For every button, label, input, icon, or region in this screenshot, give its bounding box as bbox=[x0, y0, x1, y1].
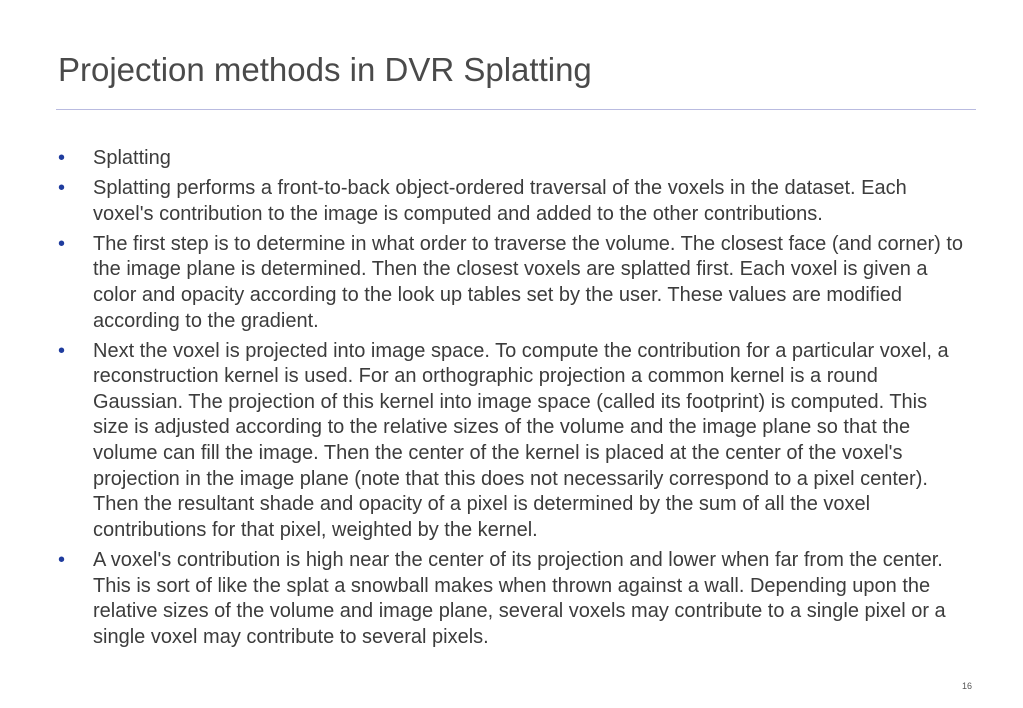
bullet-icon: • bbox=[58, 548, 66, 571]
bullet-icon: • bbox=[58, 147, 66, 169]
title-divider bbox=[56, 109, 976, 110]
bullet-list bbox=[58, 146, 968, 655]
bullet-icon: • bbox=[58, 177, 66, 200]
page-title: Projection methods in DVR Splatting bbox=[58, 51, 592, 88]
bullet-text: Splatting performs a front-to-back object-ordered traversal of the voxels in the dataset. Each voxel's contribution to the image is computed and added to the other contributions. bbox=[93, 177, 907, 225]
list-item bbox=[58, 339, 968, 544]
bullet-text: Next the voxel is projected into image space. To compute the contribution for a particular voxel, a reconstruction kernel is used. For an orthographic projection a common kernel is a round Gaussian. The projection of this kernel into image space (called its footprint) is computed. This size is adjusted according to the relative sizes of the volume and the image plane so that the volume can fill the image. Then the center of the kernel is placed at the center of the voxel's projection in the image plane (note that this does not necessarily correspond to a pixel center). Then the resultant shade and opacity of a pixel is determined by the sum of all the voxel contributions for that pixel, weighted by the kernel. bbox=[93, 339, 949, 541]
list-item bbox=[58, 232, 968, 334]
list-item bbox=[58, 176, 968, 227]
bullet-icon: • bbox=[58, 339, 66, 362]
list-item bbox=[58, 548, 968, 650]
list-item bbox=[58, 146, 968, 172]
bullet-text: A voxel's contribution is high near the center of its projection and lower when far from the center. This is sort of like the splat a snowball makes when thrown against a wall. Depending upon the relative sizes of the volume and image plane, several voxels may contribute to a single pixel or a single voxel may contribute to several pixels. bbox=[93, 548, 946, 648]
bullet-icon: • bbox=[58, 232, 66, 255]
bullet-text: Splatting bbox=[93, 147, 171, 169]
bullet-text: The first step is to determine in what order to traverse the volume. The closest face (and corner) to the image plane is determined. Then the closest voxels are splatted first. Each voxel is given a color and opacity according to the look up tables set by the user. These values are modified according to the gradient. bbox=[93, 232, 964, 332]
page-number: 16 bbox=[962, 681, 973, 691]
